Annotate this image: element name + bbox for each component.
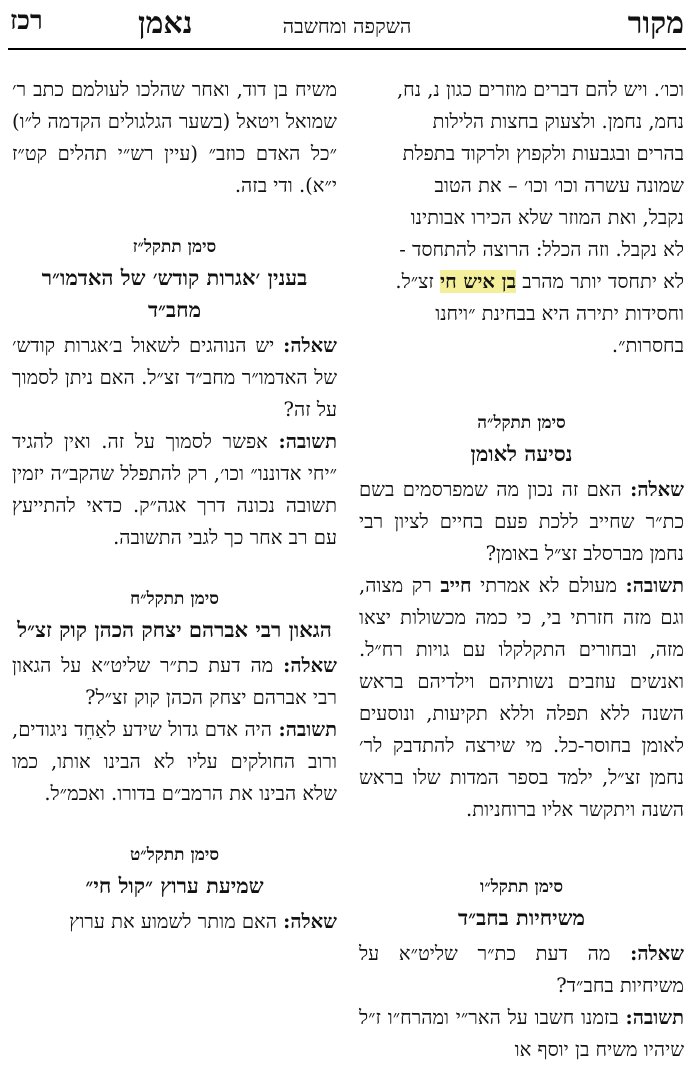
answer-label: תשובה: [278, 718, 337, 741]
section-title: משיחיות בחב״ד [458, 905, 585, 930]
section-number: סימן תתקל״ח [130, 589, 219, 609]
question-label: שאלה: [283, 654, 337, 677]
question-text: מה דעת כת״ר שליט״א על משיחיות בחב״ד? [359, 942, 684, 997]
book-title: מקור [627, 6, 684, 41]
answer [359, 570, 684, 826]
section-number: סימן תתקל״ו [479, 877, 564, 897]
question [359, 474, 684, 570]
section-title: נסיעה לאומן [470, 441, 573, 466]
answer-text: רק מצוה, וגם מזה חזרתי בי, כי כמה מכשולות יצאו מזה, ובחורים התקלקלו עם גויות רח״ל. ואנשים עוזבים נשותיהם וילדיהם בראש השנה ללא תפלה וללא תקיעות, ונוסעים לאומן בחוסר-כל. מי שירצה להתדבק לר׳ נחמן זצ״ל, ילמד בספר המדות שלו בראש השנה ויתקשר אליו ברוחניות. [359, 574, 684, 821]
page-header [10, 6, 684, 40]
author-name: נאמן [138, 6, 193, 41]
chapter-subtitle: השקפה ומחשבה [282, 14, 412, 38]
question-label: שאלה: [630, 478, 684, 501]
question [12, 330, 337, 426]
answer [359, 1002, 684, 1066]
question-text: האם זה נכון מה שמפרסמים בשם כת״ר שחייב ללכת פעם בחיים לציון רבי נחמן מברסלב זצ״ל באומן? [359, 478, 684, 565]
right-column [359, 74, 684, 1066]
answer [12, 714, 337, 810]
question-label: שאלה: [283, 334, 337, 357]
answer-text: היה אדם גדול שידע לאַחֵד ניגודים, ורוב החולקים עליו לא הבינו אותו, כמו שלא הבינו את הרמב״ם בדורו. ואכמ״ל. [12, 718, 337, 805]
question-text: האם מותר לשמוע את ערוץ [69, 910, 284, 933]
intro-text: זצ״ל. [395, 270, 440, 293]
section-number: סימן תתקל״ט [130, 845, 219, 865]
question-text: מה דעת כת״ר שליט״א על הגאון רבי אברהם יצחק הכהן קוק זצ״ל? [12, 654, 337, 709]
left-column [12, 74, 337, 938]
page-number: רכז [10, 6, 43, 36]
highlighted-name: בן איש חי [439, 270, 517, 293]
answer [12, 426, 337, 554]
question [12, 906, 337, 938]
intro-line: נקבל, ואת המוזר שלא הכירו אבותינו [410, 206, 684, 229]
question [359, 938, 684, 1002]
answer-emphasis: חייב [440, 574, 472, 597]
intro-line: לא נקבל. וזה הכלל: הרוצה להתחסד - [399, 238, 684, 261]
header-rule [8, 48, 686, 50]
intro-line: בהרים ובגבעות ולקפוץ ולרקוד בתפלת [402, 142, 684, 165]
question-label: שאלה: [283, 910, 337, 933]
question-label: שאלה: [630, 942, 684, 965]
answer-text: מעולם לא אמרתי [471, 574, 626, 597]
intro-line: שמונה עשרה וכו׳ וכו׳ – את הטוב [434, 174, 684, 197]
intro-line: וכו׳. ויש להם דברים מוזרים כגון נ, נח, [396, 78, 684, 101]
answer-text: בזמנו חשבו על האר״י ומהרח״ו ז״ל שיהיו משיח בן יוסף או [359, 1006, 684, 1061]
question [12, 650, 337, 714]
section-title: בענין ׳אגרות קודש׳ של האדמו״ר מחב״ד [41, 265, 308, 322]
section-title: הגאון רבי אברהם יצחק הכהן קוק זצ״ל [17, 617, 332, 642]
section-number: סימן תתקל״ה [477, 413, 566, 433]
question-text: יש הנוהגים לשאול ב׳אגרות קודש׳ של האדמו״ר מחב״ד זצ״ל. האם ניתן לסמוך על זה? [12, 334, 337, 421]
intro-text: לא יתחסד יותר מהרב [516, 270, 684, 293]
answer-text: אפשר לסמוך על זה. ואין להגיד ״יחי אדוננו״ וכו׳, רק להתפלל שהקב״ה יזמין תשובה נכונה דרך אגה״ק. כדאי להתייעץ עם רב אחר כך לגבי התשובה. [12, 430, 337, 549]
answer-label: תשובה: [278, 430, 337, 453]
section-title: שמיעת ערוץ ״קול חי״ [85, 873, 264, 898]
section-number: סימן תתקל״ז [132, 237, 217, 257]
intro-line: נחמ, נחמן. ולצעוק בחצות הלילות [432, 110, 684, 133]
intro-line: וחסידות יתירה היא בבחינת ״ויחנו [435, 302, 684, 325]
intro-line: בחסרות״. [611, 334, 684, 357]
answer-label: תשובה: [625, 1006, 684, 1029]
intro-paragraph: משיח בן דוד, ואחר שהלכו לעולמם כתב ר׳ שמואל ויטאל (בשער הגלגולים הקדמה ל״ו) ״כל האדם כוזב״ (עיין רש״י תהלים קט״ז י״א). ודי בזה. [12, 78, 337, 197]
intro-line [359, 266, 684, 298]
answer-label: תשובה: [625, 574, 684, 597]
